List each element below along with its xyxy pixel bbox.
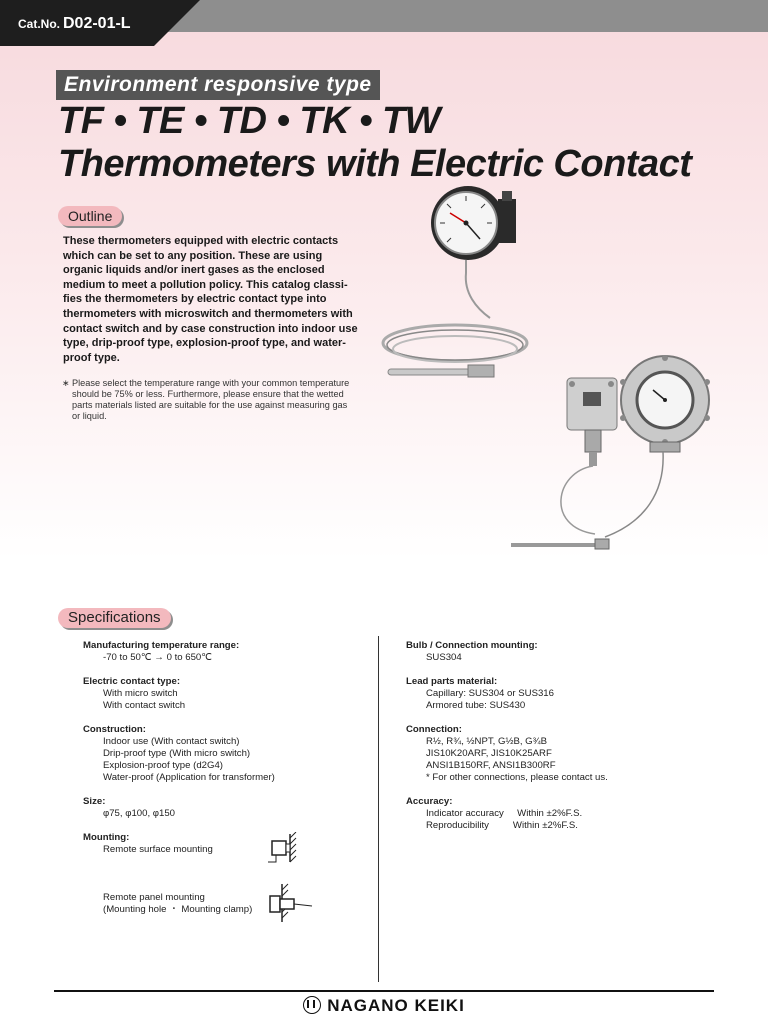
spec-value-panel-mount-detail: (Mounting hole ・ Mounting clamp) bbox=[103, 904, 253, 915]
page-title: Thermometers with Electric Contact bbox=[58, 143, 692, 185]
note-line: Please select the temperature range with your common temperature bbox=[72, 378, 350, 388]
specifications-heading: Specifications bbox=[58, 608, 171, 628]
catalog-number bbox=[18, 15, 131, 33]
spec-value: With contact switch bbox=[103, 700, 186, 711]
spec-value: -70 to 50℃ → 0 to 650℃ bbox=[103, 652, 213, 663]
spec-value-panel-mount: Remote panel mounting bbox=[103, 892, 205, 903]
outline-heading: Outline bbox=[58, 206, 122, 226]
spec-value: JIS10K20ARF, JIS10K25ARF bbox=[426, 748, 552, 759]
note-asterisk: ∗ bbox=[62, 378, 70, 388]
spec-value: Indoor use (With contact switch) bbox=[103, 736, 240, 747]
spec-value: φ75, φ100, φ150 bbox=[103, 808, 176, 819]
spec-label: Mounting: bbox=[83, 832, 130, 843]
spec-group bbox=[83, 832, 373, 856]
outline-line: type, drip-proof type, explosion-proof type, and water- bbox=[63, 337, 346, 350]
brand-name: NAGANO KEIKI bbox=[327, 996, 465, 1015]
specs-right-column bbox=[406, 640, 736, 844]
spec-value: Capillary: SUS304 or SUS316 bbox=[426, 688, 554, 699]
spec-value: Armored tube: SUS430 bbox=[426, 700, 526, 711]
spec-value: Water-proof (Application for transformer) bbox=[103, 772, 275, 783]
outline-line: fies the thermometers by electric contact type into bbox=[63, 293, 327, 306]
outline-line: These thermometers equipped with electric contacts bbox=[63, 235, 339, 247]
outline-line: medium to meet a pollution policy. This catalog classi- bbox=[63, 278, 348, 291]
spec-group bbox=[83, 676, 373, 712]
outline-text bbox=[63, 234, 368, 365]
footer-brand bbox=[0, 996, 768, 1016]
panel-mount-icon bbox=[264, 882, 316, 924]
explosion-proof-gauge-illustration bbox=[505, 352, 720, 552]
catalog-code: D02-01-L bbox=[63, 15, 131, 32]
spec-value: Reproducibility Within ±2%F.S. bbox=[426, 820, 578, 831]
outline-line: thermometers with microswitch and thermometers with bbox=[63, 307, 353, 320]
spec-value: SUS304 bbox=[426, 652, 462, 663]
specs-left-column bbox=[83, 640, 373, 916]
spec-value: * For other connections, please contact us. bbox=[426, 772, 608, 783]
spec-group bbox=[83, 724, 373, 784]
brand-logo-icon bbox=[303, 996, 321, 1014]
spec-group bbox=[406, 640, 736, 664]
page-title-models: TF • TE • TD • TK • TW bbox=[58, 100, 441, 142]
spec-label: Size: bbox=[83, 796, 106, 807]
outline-line: organic liquids and/or inert gases as the enclosed bbox=[63, 264, 325, 277]
spec-label: Accuracy: bbox=[406, 796, 453, 807]
spec-group bbox=[83, 796, 373, 820]
spec-label: Connection: bbox=[406, 724, 462, 735]
spec-label: Bulb / Connection mounting: bbox=[406, 640, 538, 651]
spec-group bbox=[406, 724, 736, 784]
note-line: or liquid. bbox=[72, 411, 107, 421]
spec-value: Explosion-proof type (d2G4) bbox=[103, 760, 223, 771]
spec-value: With micro switch bbox=[103, 688, 178, 699]
spec-label: Electric contact type: bbox=[83, 676, 181, 687]
footer-rule bbox=[54, 990, 714, 992]
spec-value: R½, R¾, ½NPT, G½B, G¾B bbox=[426, 736, 548, 747]
outline-line: which can be set to any position. These are using bbox=[63, 249, 323, 262]
surface-mount-icon bbox=[264, 832, 306, 864]
spec-label: Manufacturing temperature range: bbox=[83, 640, 240, 651]
spec-value: Drip-proof type (With micro switch) bbox=[103, 748, 251, 759]
spec-group bbox=[83, 640, 373, 664]
spec-label: Lead parts material: bbox=[406, 676, 498, 687]
note-line: parts materials listed are suitable for the use against measuring gas bbox=[72, 400, 348, 410]
catalog-prefix: Cat.No. bbox=[18, 17, 60, 31]
outline-line: proof type. bbox=[63, 351, 120, 364]
note-line: should be 75% or less. Furthermore, please ensure that the wetted bbox=[72, 389, 344, 399]
outline-line: contact switch and by case construction into indoor use bbox=[63, 322, 358, 335]
spec-label: Construction: bbox=[83, 724, 146, 735]
category-tag: Environment responsive type bbox=[56, 70, 380, 100]
spec-value: Indicator accuracy Within ±2%F.S. bbox=[426, 808, 583, 819]
spec-group bbox=[406, 796, 736, 832]
spec-group bbox=[406, 676, 736, 712]
spec-value: Remote surface mounting bbox=[103, 844, 213, 855]
outline-note bbox=[62, 378, 382, 422]
spec-value: ANSI1B150RF, ANSI1B300RF bbox=[426, 760, 556, 771]
column-divider bbox=[378, 636, 379, 982]
